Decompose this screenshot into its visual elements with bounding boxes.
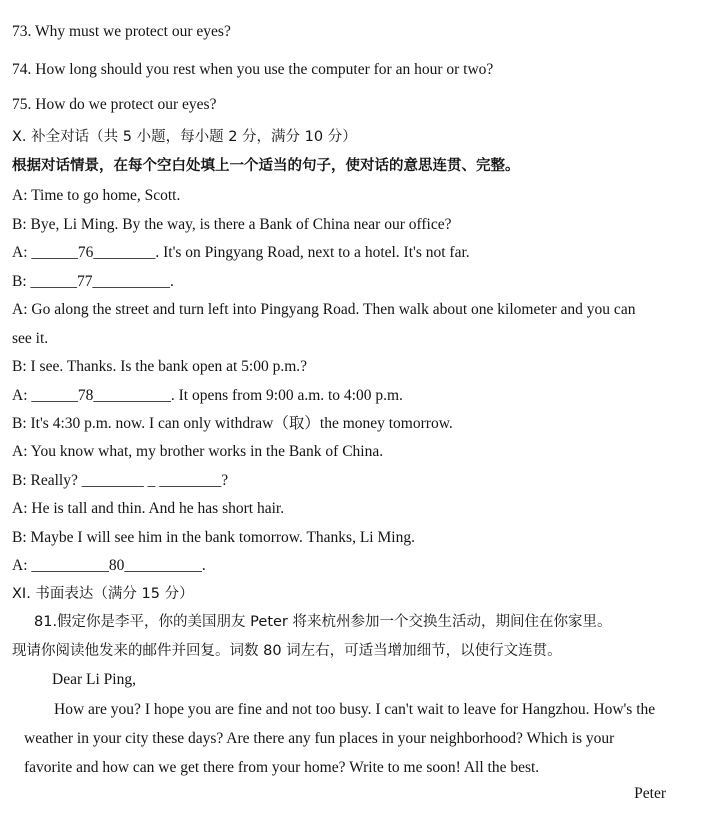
question-74: 74. How long should you rest when you use the computer for an hour or two?	[12, 61, 494, 78]
writing-prompt-line-2: 现请你阅读他发来的邮件并回复。词数 80 词左右，可适当增加细节，以使行文连贯。	[12, 643, 562, 659]
dialogue-line-blank-77: B: ______77__________.	[12, 273, 174, 290]
dialogue-line: A: Go along the street and turn left into Pingyang Road. Then walk about one kilometer and you can	[12, 301, 636, 318]
section-11-heading: XI. 书面表达（满分 15 分）	[12, 586, 194, 602]
letter-line-1: How are you? I hope you are fine and not too busy. I can't wait to leave for Hangzhou. How's the	[54, 701, 656, 718]
writing-prompt-line-1: 81.假定你是李平，你的美国朋友 Peter 将来杭州参加一个交换生活动，期间住在你家里。	[34, 614, 612, 630]
dialogue-line: see it.	[12, 330, 49, 347]
question-73: 73. Why must we protect our eyes?	[12, 23, 231, 40]
dialogue-line: B: It's 4:30 p.m. now. I can only withdraw（取）the money tomorrow.	[12, 415, 453, 432]
dialogue-line: A: You know what, my brother works in the Bank of China.	[12, 443, 384, 460]
section-10-heading: X. 补全对话（共 5 小题，每小题 2 分，满分 10 分）	[12, 129, 357, 145]
letter-greeting: Dear Li Ping,	[52, 671, 136, 688]
dialogue-line: A: He is tall and thin. And he has short hair.	[12, 500, 285, 517]
dialogue-line: B: Maybe I will see him in the bank tomorrow. Thanks, Li Ming.	[12, 529, 415, 546]
dialogue-line-blank-76: A: ______76________. It's on Pingyang Road, next to a hotel. It's not far.	[12, 244, 470, 261]
dialogue-line-blank-80: A: __________80__________.	[12, 557, 206, 574]
letter-line-3: favorite and how can we get there from your home? Write to me soon! All the best.	[24, 759, 540, 776]
dialogue-line: B: I see. Thanks. Is the bank open at 5:00 p.m.?	[12, 358, 308, 375]
dialogue-line: B: Bye, Li Ming. By the way, is there a Bank of China near our office?	[12, 216, 452, 233]
dialogue-line-blank-79: B: Really? ________ _ ________?	[12, 472, 229, 489]
letter-line-2: weather in your city these days? Are there any fun places in your neighborhood? Which is your	[24, 730, 615, 747]
dialogue-line: A: Time to go home, Scott.	[12, 187, 181, 204]
section-10-instruction: 根据对话情景，在每个空白处填上一个适当的句子，使对话的意思连贯、完整。	[12, 158, 520, 174]
letter-signature: Peter	[634, 785, 666, 802]
dialogue-line-blank-78: A: ______78__________. It opens from 9:00 a.m. to 4:00 p.m.	[12, 387, 403, 404]
question-75: 75. How do we protect our eyes?	[12, 96, 217, 113]
